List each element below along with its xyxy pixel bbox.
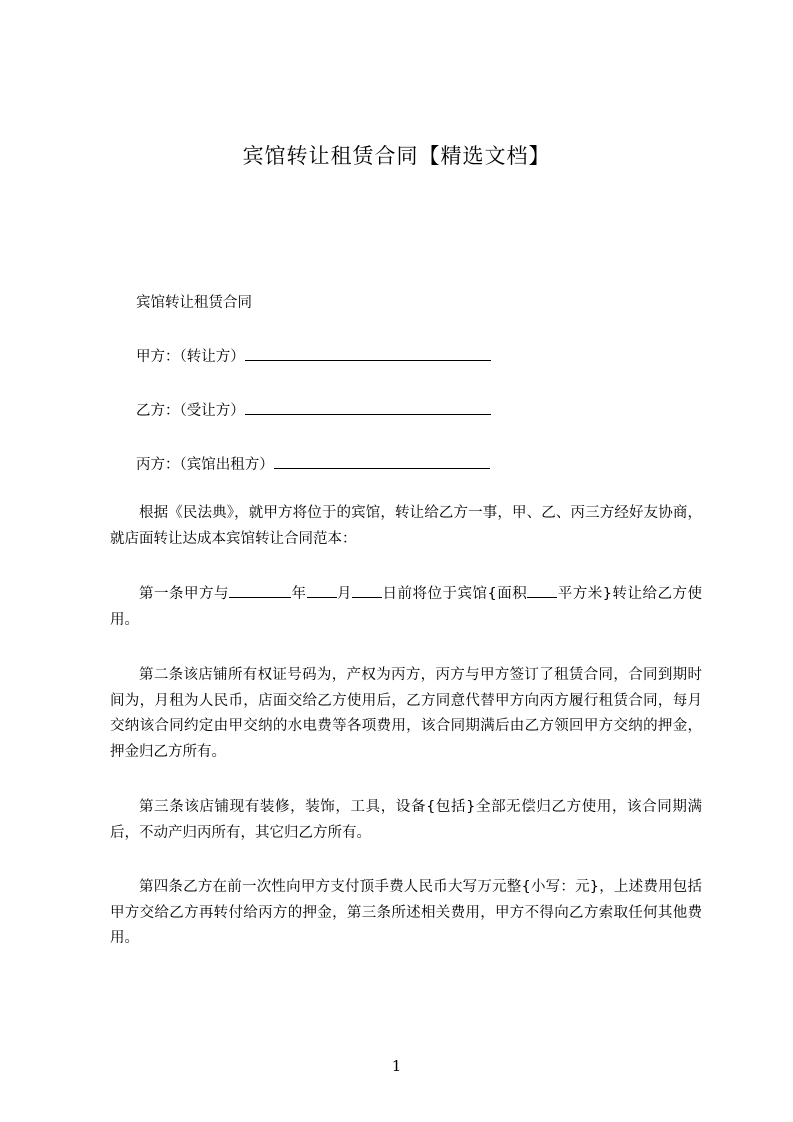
party-yi-label: 乙方：（受让方） (136, 403, 245, 419)
party-jia-label: 甲方：（转让方） (136, 349, 245, 365)
party-bing-line (136, 453, 490, 474)
page-number: 1 (391, 1057, 402, 1075)
article-1-blank-year (229, 582, 291, 598)
article-1-part-3: 月 (336, 586, 353, 602)
article-1-part-1: 第一条甲方与 (139, 586, 230, 602)
party-yi-line (136, 399, 491, 420)
article-1-blank-area (527, 582, 557, 598)
article-1-part-2: 年 (291, 586, 307, 602)
intro-paragraph: 根据《民法典》，就甲方将位于的宾馆，转让给乙方一事，甲、乙、丙三方经好友协商，就店面转让达成本宾馆转让合同范本： (110, 505, 702, 547)
article-1-part-5: 平方米}转让给乙方使用。 (110, 586, 703, 628)
article-1-blank-month (307, 582, 337, 598)
article-1-paragraph (110, 582, 702, 633)
article-2-paragraph: 第二条该店铺所有权证号码为，产权为丙方，丙方与甲方签订了租赁合同，合同到期时间为，月租为人民币，店面交给乙方使用后，乙方同意代替甲方向丙方履行租赁合同，每月交纳该合同约定由甲交纳的水电费等各项费用，该合同期满后由乙方领回甲方交纳的押金，押金归乙方所有。 (110, 667, 702, 760)
article-4-paragraph: 第四条乙方在前一次性向甲方支付顶手费人民币大写万元整{小写：元}，上述费用包括甲方交给乙方再转付给丙方的押金，第三条所述相关费用，甲方不得向乙方索取任何其他费用。 (110, 879, 702, 946)
article-3-paragraph: 第三条该店铺现有装修，装饰，工具，设备{包括}全部无偿归乙方使用，该合同期满后，不动产归丙所有，其它归乙方所有。 (110, 799, 702, 841)
document-title: 宾馆转让租赁合同【精选文档】 (242, 144, 551, 168)
party-yi-blank (245, 399, 491, 415)
contract-subtitle: 宾馆转让租赁合同 (136, 295, 252, 311)
party-bing-blank (274, 453, 490, 469)
party-jia-blank (245, 345, 491, 361)
article-1-blank-day (352, 582, 382, 598)
party-jia-line (136, 345, 491, 366)
article-1-part-4: 日前将位于宾馆{面积 (382, 586, 528, 602)
party-bing-label: 丙方：（宾馆出租方） (136, 457, 274, 473)
